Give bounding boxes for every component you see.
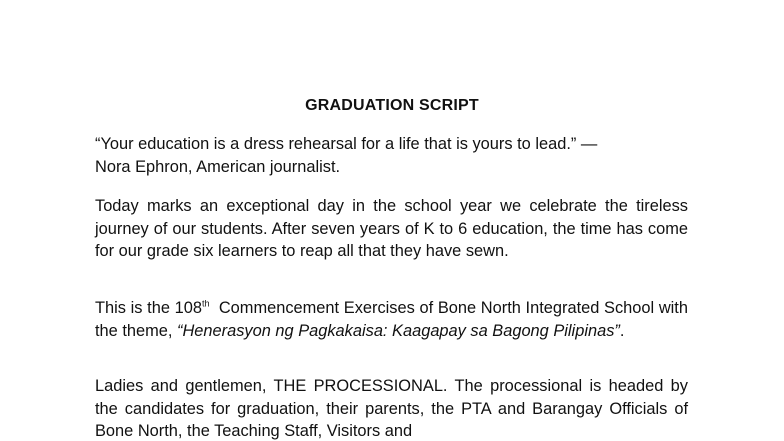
ordinal-suffix: th bbox=[201, 298, 210, 309]
quote-text: “Your education is a dress rehearsal for a life that is yours to lead.” — bbox=[95, 135, 598, 153]
commencement-end: . bbox=[619, 321, 625, 340]
intro-paragraph: Today marks an exceptional day in the school year we celebrate the tireless journey of our students. After seven years of K to 6 education, the time has come for our grade six learners to reap all that they have sewn. bbox=[95, 197, 688, 261]
commencement-paragraph bbox=[95, 297, 693, 342]
commencement-theme: “Henerasyon ng Pagkakaisa: Kaagapay sa Bagong Pilipinas” bbox=[177, 321, 620, 340]
commencement-middle: Commencement Exercises of Bone North Integrated School with the theme, bbox=[95, 299, 693, 340]
commencement-prefix: This is the 108 bbox=[95, 299, 202, 317]
document-title: GRADUATION SCRIPT bbox=[305, 97, 479, 114]
quote-attribution: Nora Ephron, American journalist. bbox=[95, 157, 341, 176]
opening-quote bbox=[95, 133, 688, 178]
processional-paragraph: Ladies and gentlemen, THE PROCESSIONAL. The processional is headed by the candidates for graduation, their parents, the PTA and Barangay Officials of Bone North, the Teaching Staff, Visitors and bbox=[95, 377, 688, 441]
